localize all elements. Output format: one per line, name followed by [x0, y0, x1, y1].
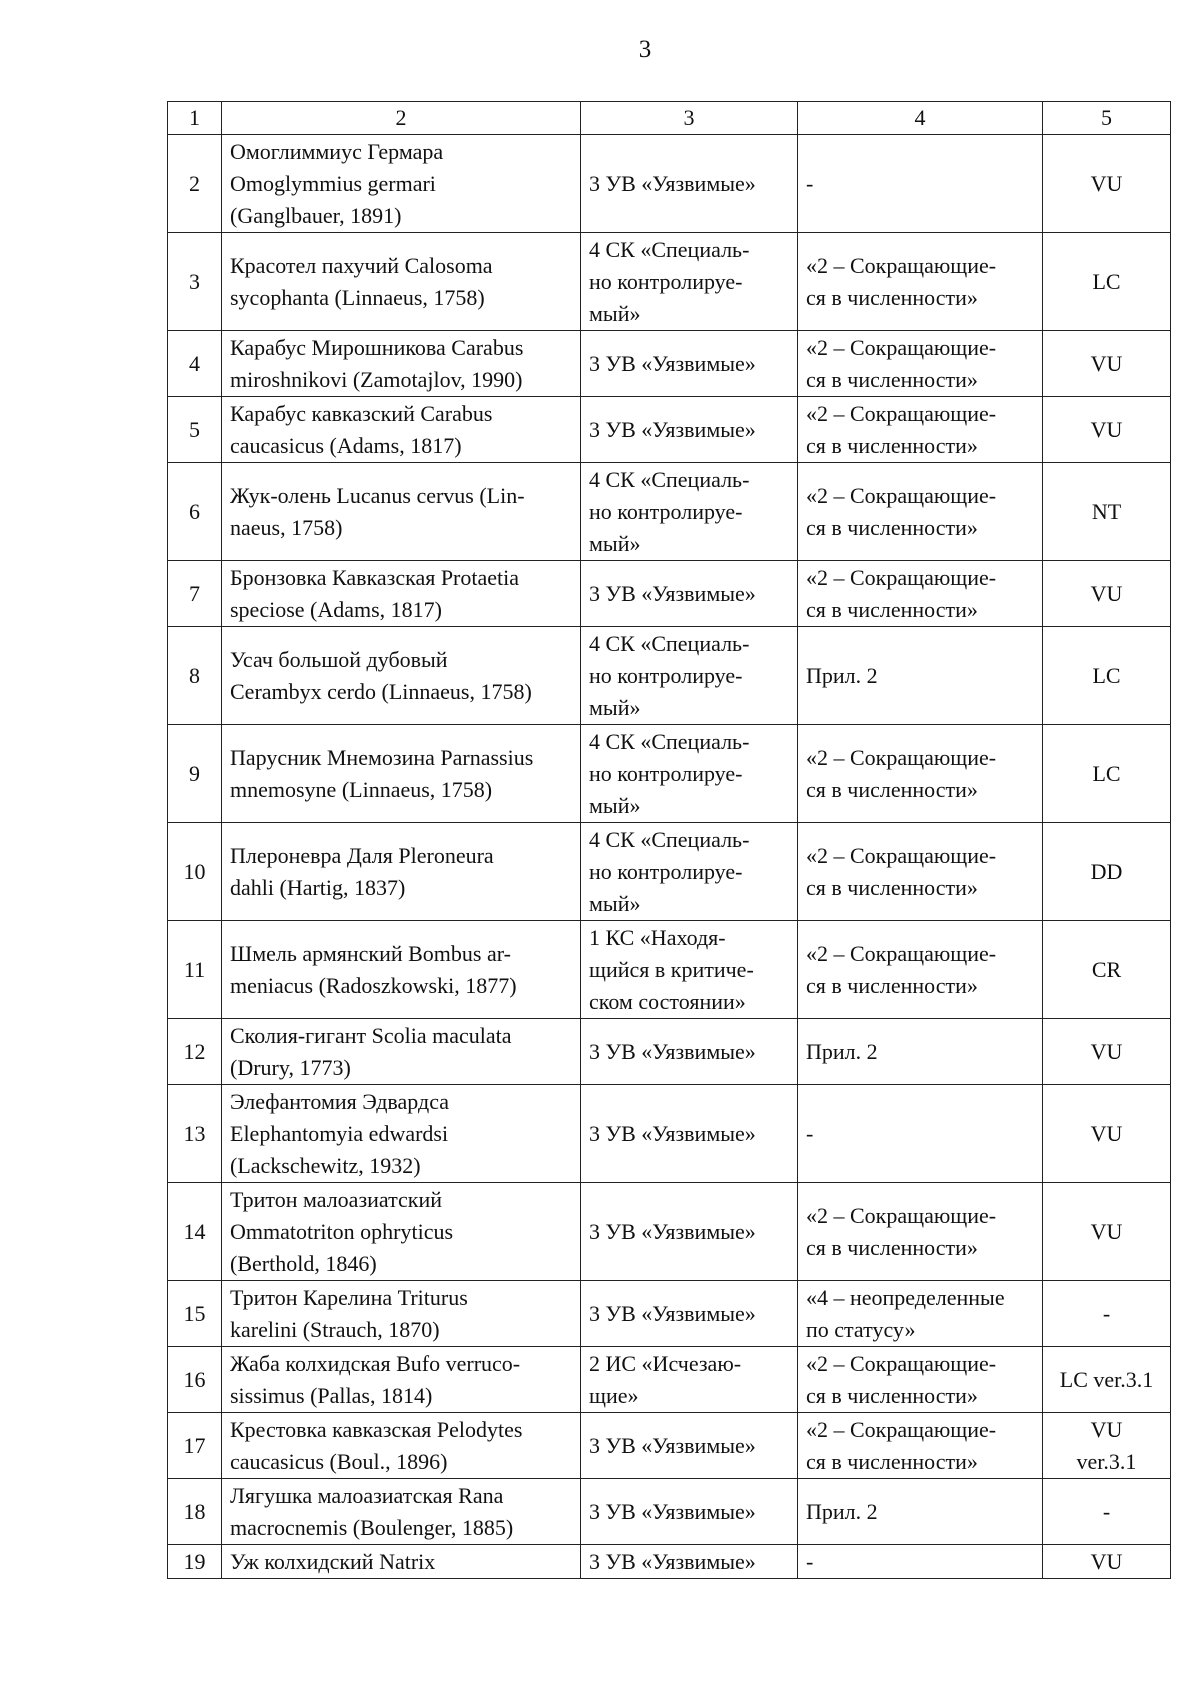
iucn-status-cell-line: CR	[1091, 956, 1122, 982]
species-name-cell	[222, 1479, 581, 1545]
category-cell	[581, 1413, 798, 1479]
iucn-status-cell-line: VU	[1090, 1548, 1123, 1574]
iucn-status-cell-line: -	[1102, 1300, 1111, 1326]
table-row	[168, 463, 1171, 561]
iucn-status-cell-line: VU	[1090, 416, 1123, 442]
regional-status-cell	[798, 1413, 1043, 1479]
species-name-cell-line: mnemosyne (Linnaeus, 1758)	[230, 776, 493, 802]
category-cell	[581, 1085, 798, 1183]
regional-status-cell-line: «2 – Сокращающие-	[806, 252, 997, 278]
species-name-cell-line: Элефантомия Эдвардса	[230, 1088, 449, 1114]
table-body	[168, 135, 1171, 1579]
regional-status-cell-line: ся в численности»	[806, 432, 978, 458]
iucn-status-cell	[1043, 561, 1171, 627]
species-name-cell-line: Лягушка малоазиатская Rana	[230, 1482, 504, 1508]
iucn-status-cell-line: VU	[1090, 1120, 1123, 1146]
row-number: 14	[168, 1183, 222, 1281]
category-cell-line: 3 УВ «Уязвимые»	[589, 1432, 756, 1458]
iucn-status-cell-line: VU	[1090, 1416, 1123, 1442]
species-name-cell-line: karelini (Strauch, 1870)	[230, 1316, 440, 1342]
category-cell	[581, 725, 798, 823]
regional-status-cell-line: ся в численности»	[806, 972, 978, 998]
table-row	[168, 1085, 1171, 1183]
regional-status-cell	[798, 1281, 1043, 1347]
row-number: 4	[168, 331, 222, 397]
species-name-cell	[222, 1545, 581, 1579]
regional-status-cell-line: «2 – Сокращающие-	[806, 940, 997, 966]
regional-status-cell	[798, 1479, 1043, 1545]
species-name-cell-line: Красотел пахучий Calosoma	[230, 252, 493, 278]
category-cell	[581, 397, 798, 463]
regional-status-cell	[798, 233, 1043, 331]
regional-status-cell	[798, 627, 1043, 725]
row-number: 18	[168, 1479, 222, 1545]
category-cell-line: 3 УВ «Уязвимые»	[589, 170, 756, 196]
column-header: 4	[798, 102, 1043, 135]
iucn-status-cell-line: VU	[1090, 1218, 1123, 1244]
regional-status-cell-line: «2 – Сокращающие-	[806, 1350, 997, 1376]
header-row	[168, 102, 1171, 135]
species-name-cell-line: Карабус кавказский Carabus	[230, 400, 493, 426]
regional-status-cell	[798, 921, 1043, 1019]
species-name-cell-line: Elephantomyia edwardsi	[230, 1120, 449, 1146]
species-name-cell-line: sycophanta (Linnaeus, 1758)	[230, 284, 485, 310]
species-name-cell	[222, 135, 581, 233]
table-row	[168, 1281, 1171, 1347]
species-name-cell	[222, 921, 581, 1019]
species-name-cell-line: Плероневра Даля Pleroneura	[230, 842, 494, 868]
regional-status-cell	[798, 1085, 1043, 1183]
species-name-cell	[222, 823, 581, 921]
category-cell-line: мый»	[589, 890, 641, 916]
row-number: 6	[168, 463, 222, 561]
row-number: 11	[168, 921, 222, 1019]
table-row	[168, 331, 1171, 397]
regional-status-cell-line: ся в численности»	[806, 514, 978, 540]
species-name-cell	[222, 627, 581, 725]
species-name-cell-line: sissimus (Pallas, 1814)	[230, 1382, 433, 1408]
iucn-status-cell	[1043, 725, 1171, 823]
species-name-cell-line: Тритон малоазиатский	[230, 1186, 442, 1212]
species-name-cell-line: Жук-олень Lucanus cervus (Lin-	[230, 482, 525, 508]
species-name-cell-line: naeus, 1758)	[230, 514, 343, 540]
regional-status-cell-line: «2 – Сокращающие-	[806, 1416, 997, 1442]
table-row	[168, 1183, 1171, 1281]
regional-status-cell-line: «2 – Сокращающие-	[806, 744, 997, 770]
table-row	[168, 1545, 1171, 1579]
regional-status-cell-line: «2 – Сокращающие-	[806, 334, 997, 360]
regional-status-cell-line: ся в численности»	[806, 776, 978, 802]
regional-status-cell	[798, 561, 1043, 627]
category-cell-line: 3 УВ «Уязвимые»	[589, 1038, 756, 1064]
regional-status-cell-line: «2 – Сокращающие-	[806, 564, 997, 590]
table-row	[168, 561, 1171, 627]
regional-status-cell-line: -	[806, 1548, 814, 1574]
category-cell-line: щийся в критиче-	[589, 956, 754, 982]
species-name-cell-line: meniacus (Radoszkowski, 1877)	[230, 972, 517, 998]
regional-status-cell-line: Прил. 2	[806, 1498, 878, 1524]
iucn-status-cell	[1043, 233, 1171, 331]
category-cell	[581, 1479, 798, 1545]
species-table	[167, 101, 1171, 1579]
category-cell-line: 1 КС «Находя-	[589, 924, 726, 950]
iucn-status-cell	[1043, 463, 1171, 561]
row-number: 16	[168, 1347, 222, 1413]
category-cell-line: 4 СК «Специаль-	[589, 466, 750, 492]
iucn-status-cell	[1043, 1479, 1171, 1545]
row-number: 7	[168, 561, 222, 627]
regional-status-cell-line: Прил. 2	[806, 662, 878, 688]
iucn-status-cell-line: LC	[1092, 268, 1121, 294]
species-name-cell-line: (Lackschewitz, 1932)	[230, 1152, 421, 1178]
table-row	[168, 233, 1171, 331]
regional-status-cell-line: ся в численности»	[806, 874, 978, 900]
species-name-cell	[222, 561, 581, 627]
species-name-cell-line: Omoglymmius germari	[230, 170, 436, 196]
iucn-status-cell	[1043, 1545, 1171, 1579]
row-number: 2	[168, 135, 222, 233]
regional-status-cell-line: ся в численности»	[806, 284, 978, 310]
iucn-status-cell	[1043, 823, 1171, 921]
iucn-status-cell-line: NT	[1091, 498, 1122, 524]
regional-status-cell	[798, 823, 1043, 921]
category-cell	[581, 1183, 798, 1281]
iucn-status-cell	[1043, 1183, 1171, 1281]
iucn-status-cell	[1043, 1347, 1171, 1413]
iucn-status-cell	[1043, 1019, 1171, 1085]
category-cell-line: но контролируе-	[589, 498, 743, 524]
regional-status-cell-line: ся в численности»	[806, 1234, 978, 1260]
species-name-cell-line: Тритон Карелина Triturus	[230, 1284, 468, 1310]
table-row	[168, 725, 1171, 823]
iucn-status-cell	[1043, 1413, 1171, 1479]
species-name-cell-line: (Drury, 1773)	[230, 1054, 351, 1080]
species-name-cell-line: dahli (Hartig, 1837)	[230, 874, 406, 900]
regional-status-cell	[798, 725, 1043, 823]
species-name-cell	[222, 1019, 581, 1085]
species-name-cell-line: Жаба колхидская Bufo verruco-	[230, 1350, 521, 1376]
category-cell-line: мый»	[589, 530, 641, 556]
table-row	[168, 1479, 1171, 1545]
row-number: 9	[168, 725, 222, 823]
iucn-status-cell-line: LC	[1092, 662, 1121, 688]
regional-status-cell-line: Прил. 2	[806, 1038, 878, 1064]
species-name-cell-line: Бронзовка Кавказская Protaetia	[230, 564, 520, 590]
column-header: 5	[1043, 102, 1171, 135]
row-number: 3	[168, 233, 222, 331]
species-name-cell	[222, 397, 581, 463]
species-name-cell-line: Ommatotriton ophryticus	[230, 1218, 454, 1244]
iucn-status-cell	[1043, 1281, 1171, 1347]
table-row	[168, 397, 1171, 463]
regional-status-cell-line: ся в численности»	[806, 596, 978, 622]
row-number: 5	[168, 397, 222, 463]
iucn-status-cell-line: VU	[1090, 580, 1123, 606]
iucn-status-cell-line: VU	[1090, 1038, 1123, 1064]
regional-status-cell-line: «2 – Сокращающие-	[806, 400, 997, 426]
row-number: 10	[168, 823, 222, 921]
species-name-cell-line: miroshnikovi (Zamotajlov, 1990)	[230, 366, 523, 392]
table-row	[168, 823, 1171, 921]
category-cell-line: ском состоянии»	[589, 988, 746, 1014]
regional-status-cell	[798, 463, 1043, 561]
species-name-cell-line: (Ganglbauer, 1891)	[230, 202, 402, 228]
iucn-status-cell-line: -	[1102, 1498, 1111, 1524]
regional-status-cell	[798, 1183, 1043, 1281]
iucn-status-cell	[1043, 135, 1171, 233]
species-name-cell-line: macrocnemis (Boulenger, 1885)	[230, 1514, 514, 1540]
category-cell-line: 3 УВ «Уязвимые»	[589, 350, 756, 376]
category-cell	[581, 823, 798, 921]
category-cell-line: 3 УВ «Уязвимые»	[589, 1120, 756, 1146]
iucn-status-cell	[1043, 627, 1171, 725]
regional-status-cell-line: -	[806, 1120, 814, 1146]
species-name-cell-line: Омоглиммиус Гермара	[230, 138, 444, 164]
species-name-cell-line: Уж колхидский Natrix	[230, 1548, 436, 1574]
species-name-cell-line: Парусник Мнемозина Parnassius	[230, 744, 534, 770]
iucn-status-cell	[1043, 921, 1171, 1019]
category-cell	[581, 463, 798, 561]
category-cell	[581, 1019, 798, 1085]
regional-status-cell-line: «2 – Сокращающие-	[806, 842, 997, 868]
category-cell-line: 3 УВ «Уязвимые»	[589, 1300, 756, 1326]
category-cell	[581, 233, 798, 331]
category-cell-line: 4 СК «Специаль-	[589, 826, 750, 852]
regional-status-cell-line: «4 – неопределенные	[806, 1284, 1005, 1310]
species-name-cell-line: Крестовка кавказская Pelodytes	[230, 1416, 523, 1442]
category-cell-line: щие»	[589, 1382, 639, 1408]
species-name-cell	[222, 1085, 581, 1183]
species-name-cell-line: Карабус Мирошникова Carabus	[230, 334, 524, 360]
category-cell	[581, 331, 798, 397]
regional-status-cell	[798, 1545, 1043, 1579]
row-number: 8	[168, 627, 222, 725]
column-header: 1	[168, 102, 222, 135]
row-number: 17	[168, 1413, 222, 1479]
species-name-cell	[222, 1281, 581, 1347]
regional-status-cell	[798, 397, 1043, 463]
table-row	[168, 1019, 1171, 1085]
species-name-cell-line: Cerambyx cerdo (Linnaeus, 1758)	[230, 678, 532, 704]
category-cell	[581, 627, 798, 725]
category-cell-line: 4 СК «Специаль-	[589, 630, 750, 656]
category-cell	[581, 1347, 798, 1413]
iucn-status-cell	[1043, 331, 1171, 397]
regional-status-cell-line: по статусу»	[806, 1316, 916, 1342]
regional-status-cell	[798, 1347, 1043, 1413]
category-cell-line: 2 ИС «Исчезаю-	[589, 1350, 742, 1376]
species-name-cell-line: caucasicus (Boul., 1896)	[230, 1448, 448, 1474]
column-header: 3	[581, 102, 798, 135]
row-number: 13	[168, 1085, 222, 1183]
category-cell-line: мый»	[589, 792, 641, 818]
regional-status-cell-line: «2 – Сокращающие-	[806, 482, 997, 508]
species-name-cell	[222, 233, 581, 331]
iucn-status-cell-line: VU	[1090, 350, 1123, 376]
species-name-cell	[222, 331, 581, 397]
row-number: 15	[168, 1281, 222, 1347]
species-name-cell	[222, 1347, 581, 1413]
iucn-status-cell-line: LC ver.3.1	[1059, 1366, 1154, 1392]
category-cell-line: мый»	[589, 300, 641, 326]
species-name-cell	[222, 1413, 581, 1479]
regional-status-cell-line: -	[806, 170, 814, 196]
row-number: 12	[168, 1019, 222, 1085]
table-row	[168, 135, 1171, 233]
species-name-cell-line: speciose (Adams, 1817)	[230, 596, 443, 622]
category-cell-line: мый»	[589, 694, 641, 720]
species-name-cell	[222, 725, 581, 823]
category-cell-line: 3 УВ «Уязвимые»	[589, 1498, 756, 1524]
regional-status-cell-line: «2 – Сокращающие-	[806, 1202, 997, 1228]
category-cell-line: 3 УВ «Уязвимые»	[589, 1548, 756, 1574]
table-row	[168, 921, 1171, 1019]
species-name-cell-line: Усач большой дубовый	[230, 646, 448, 672]
table-row	[168, 627, 1171, 725]
page-number: 3	[638, 36, 652, 63]
iucn-status-cell	[1043, 1085, 1171, 1183]
regional-status-cell	[798, 331, 1043, 397]
category-cell-line: но контролируе-	[589, 662, 743, 688]
species-name-cell-line: Сколия-гигант Scolia maculata	[230, 1022, 512, 1048]
iucn-status-cell-line: DD	[1090, 858, 1123, 884]
species-name-cell-line: caucasicus (Adams, 1817)	[230, 432, 462, 458]
category-cell	[581, 135, 798, 233]
species-name-cell-line: Шмель армянский Bombus ar-	[230, 940, 511, 966]
category-cell-line: 4 СК «Специаль-	[589, 728, 750, 754]
regional-status-cell-line: ся в численности»	[806, 1448, 978, 1474]
category-cell	[581, 921, 798, 1019]
category-cell-line: но контролируе-	[589, 268, 743, 294]
iucn-status-cell-line: VU	[1090, 170, 1123, 196]
regional-status-cell	[798, 135, 1043, 233]
category-cell-line: но контролируе-	[589, 858, 743, 884]
category-cell-line: 3 УВ «Уязвимые»	[589, 580, 756, 606]
species-name-cell	[222, 463, 581, 561]
iucn-status-cell-line: ver.3.1	[1076, 1448, 1137, 1474]
category-cell	[581, 561, 798, 627]
species-name-cell-line: (Berthold, 1846)	[230, 1250, 377, 1276]
species-name-cell	[222, 1183, 581, 1281]
table-row	[168, 1413, 1171, 1479]
iucn-status-cell-line: LC	[1092, 760, 1121, 786]
category-cell-line: 4 СК «Специаль-	[589, 236, 750, 262]
category-cell	[581, 1545, 798, 1579]
category-cell	[581, 1281, 798, 1347]
regional-status-cell-line: ся в численности»	[806, 366, 978, 392]
category-cell-line: но контролируе-	[589, 760, 743, 786]
regional-status-cell	[798, 1019, 1043, 1085]
category-cell-line: 3 УВ «Уязвимые»	[589, 416, 756, 442]
column-header: 2	[222, 102, 581, 135]
regional-status-cell-line: ся в численности»	[806, 1382, 978, 1408]
category-cell-line: 3 УВ «Уязвимые»	[589, 1218, 756, 1244]
row-number: 19	[168, 1545, 222, 1579]
table-row	[168, 1347, 1171, 1413]
iucn-status-cell	[1043, 397, 1171, 463]
